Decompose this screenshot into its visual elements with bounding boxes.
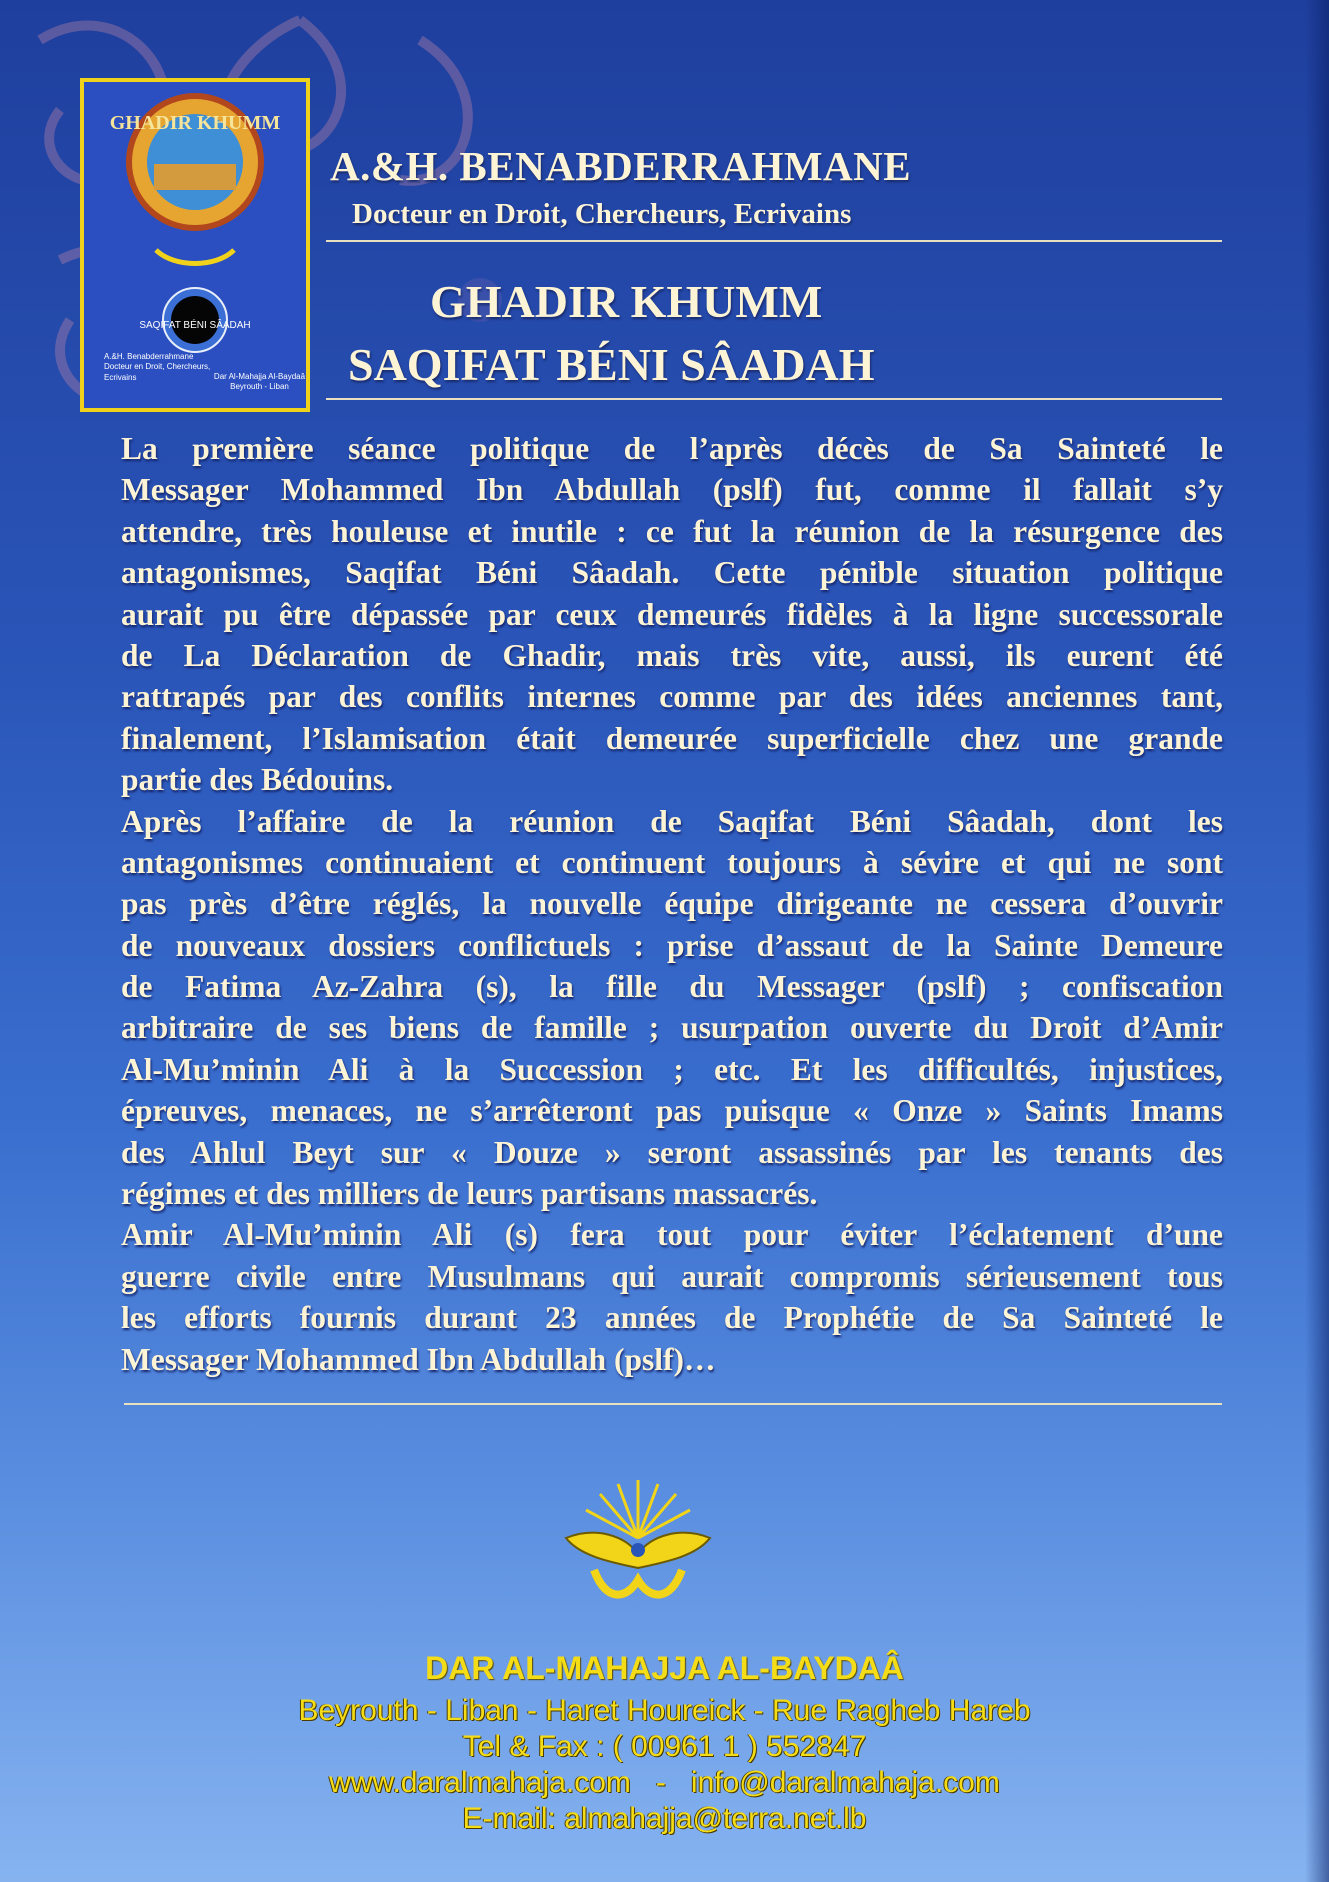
text-line: Al-Mu’minin Ali à la Succession ; etc. Et les difficultés, injustices, (121, 1051, 1223, 1087)
front-cover-thumbnail (80, 78, 310, 412)
publisher-address: Beyrouth - Liban - Haret Houreick - Rue Ragheb Hareb (298, 1694, 1031, 1727)
publisher-email[interactable]: E-mail: almahajja@terra.net.lb (462, 1802, 867, 1835)
author-name: A.&H. BENABDERRAHMANE (330, 143, 912, 189)
text-line: Messager Mohammed Ibn Abdullah (pslf) fut, comme il fallait s’y (121, 472, 1223, 508)
text-line: épreuves, menaces, ne s’arrêteront pas puisque « Onze » Saints Imams (121, 1093, 1223, 1129)
text-line: des Ahlul Beyt sur « Douze » seront assassinés par les tenants des (121, 1134, 1223, 1170)
author-credentials: Docteur en Droit, Chercheurs, Ecrivains (352, 198, 852, 230)
thumbnail-publisher: Dar Al-Mahajja Al-Baydaâ Beyrouth - Liban (213, 372, 306, 392)
publisher-name: DAR AL-MAHAJJA AL-BAYDAÂ (425, 1650, 904, 1686)
publisher-logo-icon (556, 1476, 720, 1604)
text-line: pas près d’être réglés, la nouvelle équipe dirigeante ne cessera d’ouvrir (121, 886, 1223, 922)
book-title-line-2: SAQIFAT BÉNI SÂADAH (348, 339, 875, 390)
text-line: de La Déclaration de Ghadir, mais très vite, aussi, ils eurent été (121, 637, 1223, 673)
text-line: de Fatima Az-Zahra (s), la fille du Messager (pslf) ; confiscation (121, 969, 1223, 1005)
footer-rule (124, 1403, 1222, 1405)
text-line: Amir Al-Mu’minin Ali (s) fera tout pour éviter l’éclatement d’une (121, 1217, 1223, 1253)
text-line: antagonismes continuaient et continuent toujours à sévire et qui ne sont (121, 844, 1223, 880)
synopsis-text (121, 428, 1223, 1380)
text-line: de nouveaux dossiers conflictuels : prise d’assaut de la Sainte Demeure (121, 927, 1223, 963)
text-line: partie des Bédouins. (121, 762, 394, 798)
text-line: finalement, l’Islamisation était demeurée superficielle chez une grande (121, 720, 1223, 756)
header-rule-top (326, 240, 1222, 242)
publisher-phone: Tel & Fax : ( 00961 1 ) 552847 (462, 1730, 867, 1763)
thumbnail-author: A.&H. Benabderrahmane Docteur en Droit, Chercheurs, Ecrivains (104, 352, 211, 382)
text-line: régimes et des milliers de leurs partisans massacrés. (121, 1176, 818, 1212)
cover-edge-shadow (1305, 0, 1329, 1882)
text-line: Messager Mohammed Ibn Abdullah (pslf)… (121, 1341, 716, 1377)
text-line: rattrapés par des conflits internes comme par des idées anciennes tant, (121, 679, 1223, 715)
thumbnail-title: GHADIR KHUMM (109, 112, 281, 134)
text-line: La première séance politique de l’après décès de Sa Sainteté le (121, 431, 1223, 466)
text-line: antagonismes, Saqifat Béni Sâadah. Cette pénible situation politique (121, 555, 1223, 591)
text-line: les efforts fournis durant 23 années de Prophétie de Sa Sainteté le (121, 1300, 1223, 1336)
text-line: arbitraire de ses biens de famille ; usurpation ouverte du Droit d’Amir (121, 1010, 1223, 1046)
publisher-web-links[interactable]: www.daralmahaja.com - info@daralmahaja.com (329, 1766, 1000, 1799)
book-title-line-1: GHADIR KHUMM (430, 276, 823, 327)
text-line: attendre, très houleuse et inutile : ce fut la réunion de la résurgence des (121, 513, 1223, 549)
thumbnail-subtitle: SAQIFAT BÉNI SÂADAH (139, 320, 251, 331)
text-line: guerre civile entre Musulmans qui aurait compromis sérieusement tous (121, 1258, 1223, 1294)
text-line: Après l’affaire de la réunion de Saqifat Béni Sâadah, dont les (121, 803, 1223, 839)
text-line: aurait pu être dépassée par ceux demeurés fidèles à la ligne successorale (121, 596, 1223, 632)
header-rule-bottom (326, 398, 1222, 400)
